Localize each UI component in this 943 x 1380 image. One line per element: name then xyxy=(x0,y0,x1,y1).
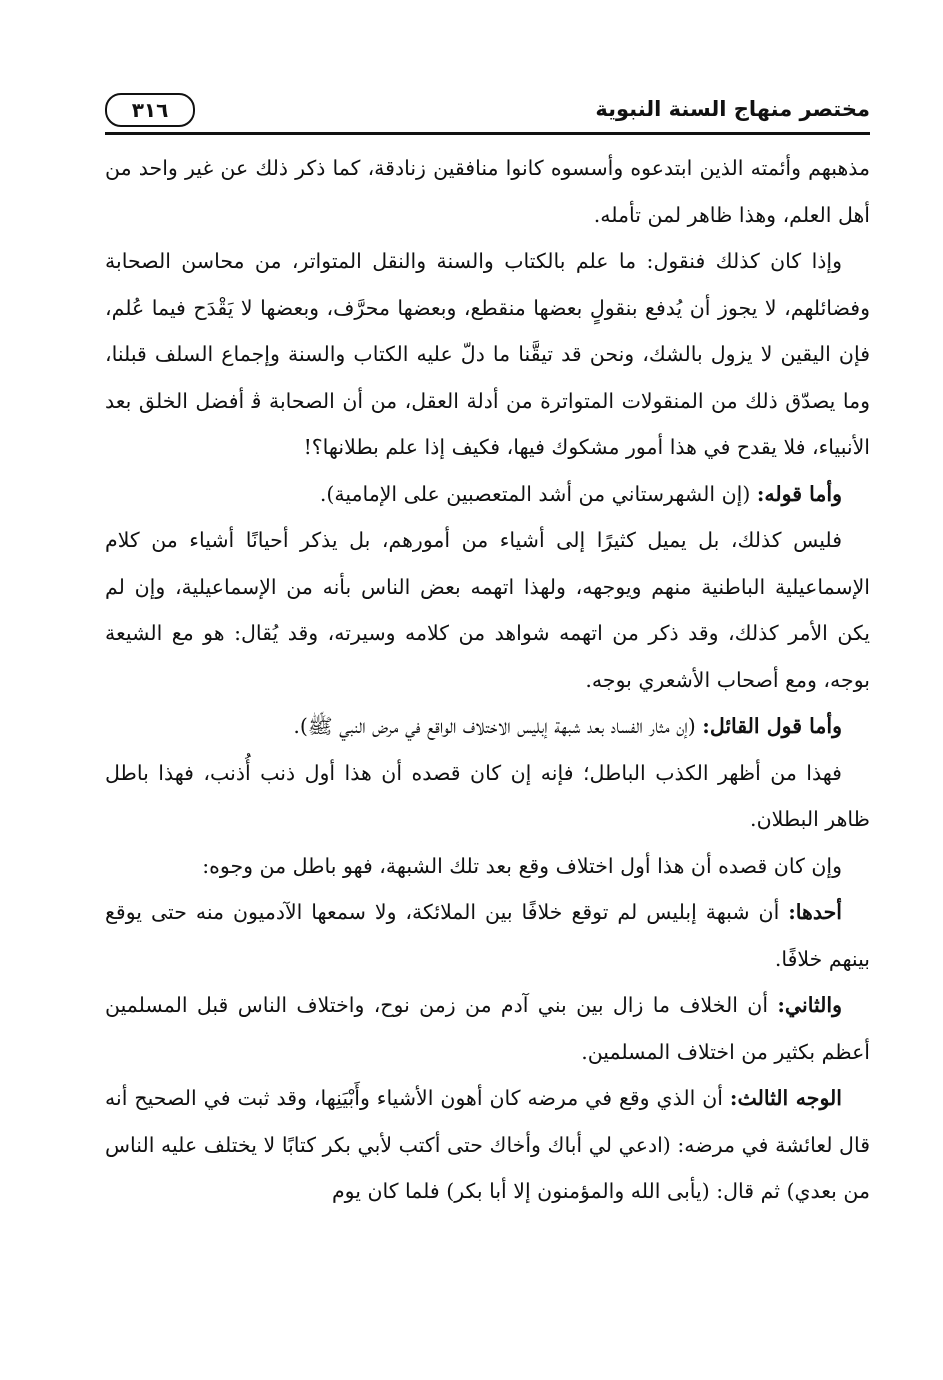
paragraph xyxy=(105,471,870,518)
page-header xyxy=(105,93,870,133)
paragraph-text: فليس كذلك، بل يميل كثيرًا إلى أشياء من أمورهم، بل يذكر أحيانًا أشياء من كلام الإسماعيلية الباطنية منهم ويوجهه، ولهذا اتهمه بعض الناس بأنه من الإسماعيلية، وإن لم يكن الأمر كذلك، وقد ذكر من اتهمه شواهد من كلامه وسيرته، وقد يُقال: هو مع الشيعة بوجه، ومع أصحاب الأشعري بوجه. xyxy=(105,528,870,692)
running-title: مختصر منهاج السنة النبوية xyxy=(595,97,870,121)
paragraph-lead: وأما قول القائل: xyxy=(702,714,842,738)
paragraph-text: فهذا من أظهر الكذب الباطل؛ فإنه إن كان قصده أن هذا أول ذنب أُذنب، فهذا باطل ظاهر البطلان. xyxy=(105,760,870,831)
paragraph xyxy=(105,982,870,1075)
paragraph-text: وإذا كان كذلك فنقول: ما علم بالكتاب والسنة والنقل المتواتر، من محاسن الصحابة وفضائلهم، لا يجوز أن يُدفع بنقولٍ بعضها منقطع، وبعضها محرَّف، وبعضها لا يَقْدَح فيما عُلم، فإن اليقين لا يزول بالشك، ونحن قد تيقَّنا ما دلّ عليه الكتاب والسنة وإجماع السلف قبلنا، وما يصدّق ذلك من المنقولات المتواترة من أدلة العقل، من أن الصحابة ﭬ أفضل الخلق بعد الأنبياء، فلا يقدح في هذا أمور مشكوك فيها، فكيف إذا علم بطلانها؟! xyxy=(105,249,870,459)
paragraph xyxy=(105,889,870,982)
paragraph-text: مذهبهم وأئمته الذين ابتدعوه وأسسوه كانوا منافقين زنادقة، كما ذكر ذلك عن غير واحد من أهل العلم، وهذا ظاهر لمن تأمله. xyxy=(105,156,870,227)
paragraph xyxy=(105,703,870,750)
paragraph-text: وإن كان قصده أن هذا أول اختلاف وقع بعد تلك الشبهة، فهو باطل من وجوه: xyxy=(202,853,842,878)
paragraph xyxy=(105,238,870,471)
paragraph xyxy=(105,750,870,843)
paragraph-text: أن شبهة إبليس لم توقع خلافًا بين الملائكة، ولا سمعها الآدميون منه حتى يوقع بينهم خلافًا. xyxy=(105,900,870,971)
paragraph-lead: وأما قوله: xyxy=(756,481,842,506)
paragraph xyxy=(105,1075,870,1215)
paragraph-lead: الوجه الثالث: xyxy=(729,1086,843,1110)
paragraph-text: (إن مثار الفساد بعد شبهة إبليس الاختلاف الواقع في مرض النبي ﷺ). xyxy=(293,714,703,738)
header-divider xyxy=(105,132,870,135)
paragraph xyxy=(105,145,870,238)
paragraph xyxy=(105,843,870,890)
page-body xyxy=(105,145,870,1315)
paragraph-text: (إن الشهرستاني من أشد المتعصبين على الإمامية). xyxy=(319,481,757,506)
paragraph xyxy=(105,517,870,703)
paragraph-lead: أحدها: xyxy=(788,900,842,924)
paragraph-lead: والثاني: xyxy=(777,993,842,1017)
paragraph-text: أن الذي وقع في مرضه كان أهون الأشياء وأَبْيَنِها، وقد ثبت في الصحيح أنه قال لعائشة في مرضه: (ادعي لي أباك وأخاك حتى أكتب لأبي بكر كتابًا لا يختلف عليه الناس من بعدي) ثم قال: (يأبى الله والمؤمنون إلا أبا بكر) فلما كان يوم xyxy=(105,1086,870,1203)
page-number: ٣١٦ xyxy=(105,93,195,127)
paragraph-text: أن الخلاف ما زال بين بني آدم من زمن نوح، واختلاف الناس قبل المسلمين أعظم بكثير من اختلاف المسلمين. xyxy=(105,993,870,1064)
